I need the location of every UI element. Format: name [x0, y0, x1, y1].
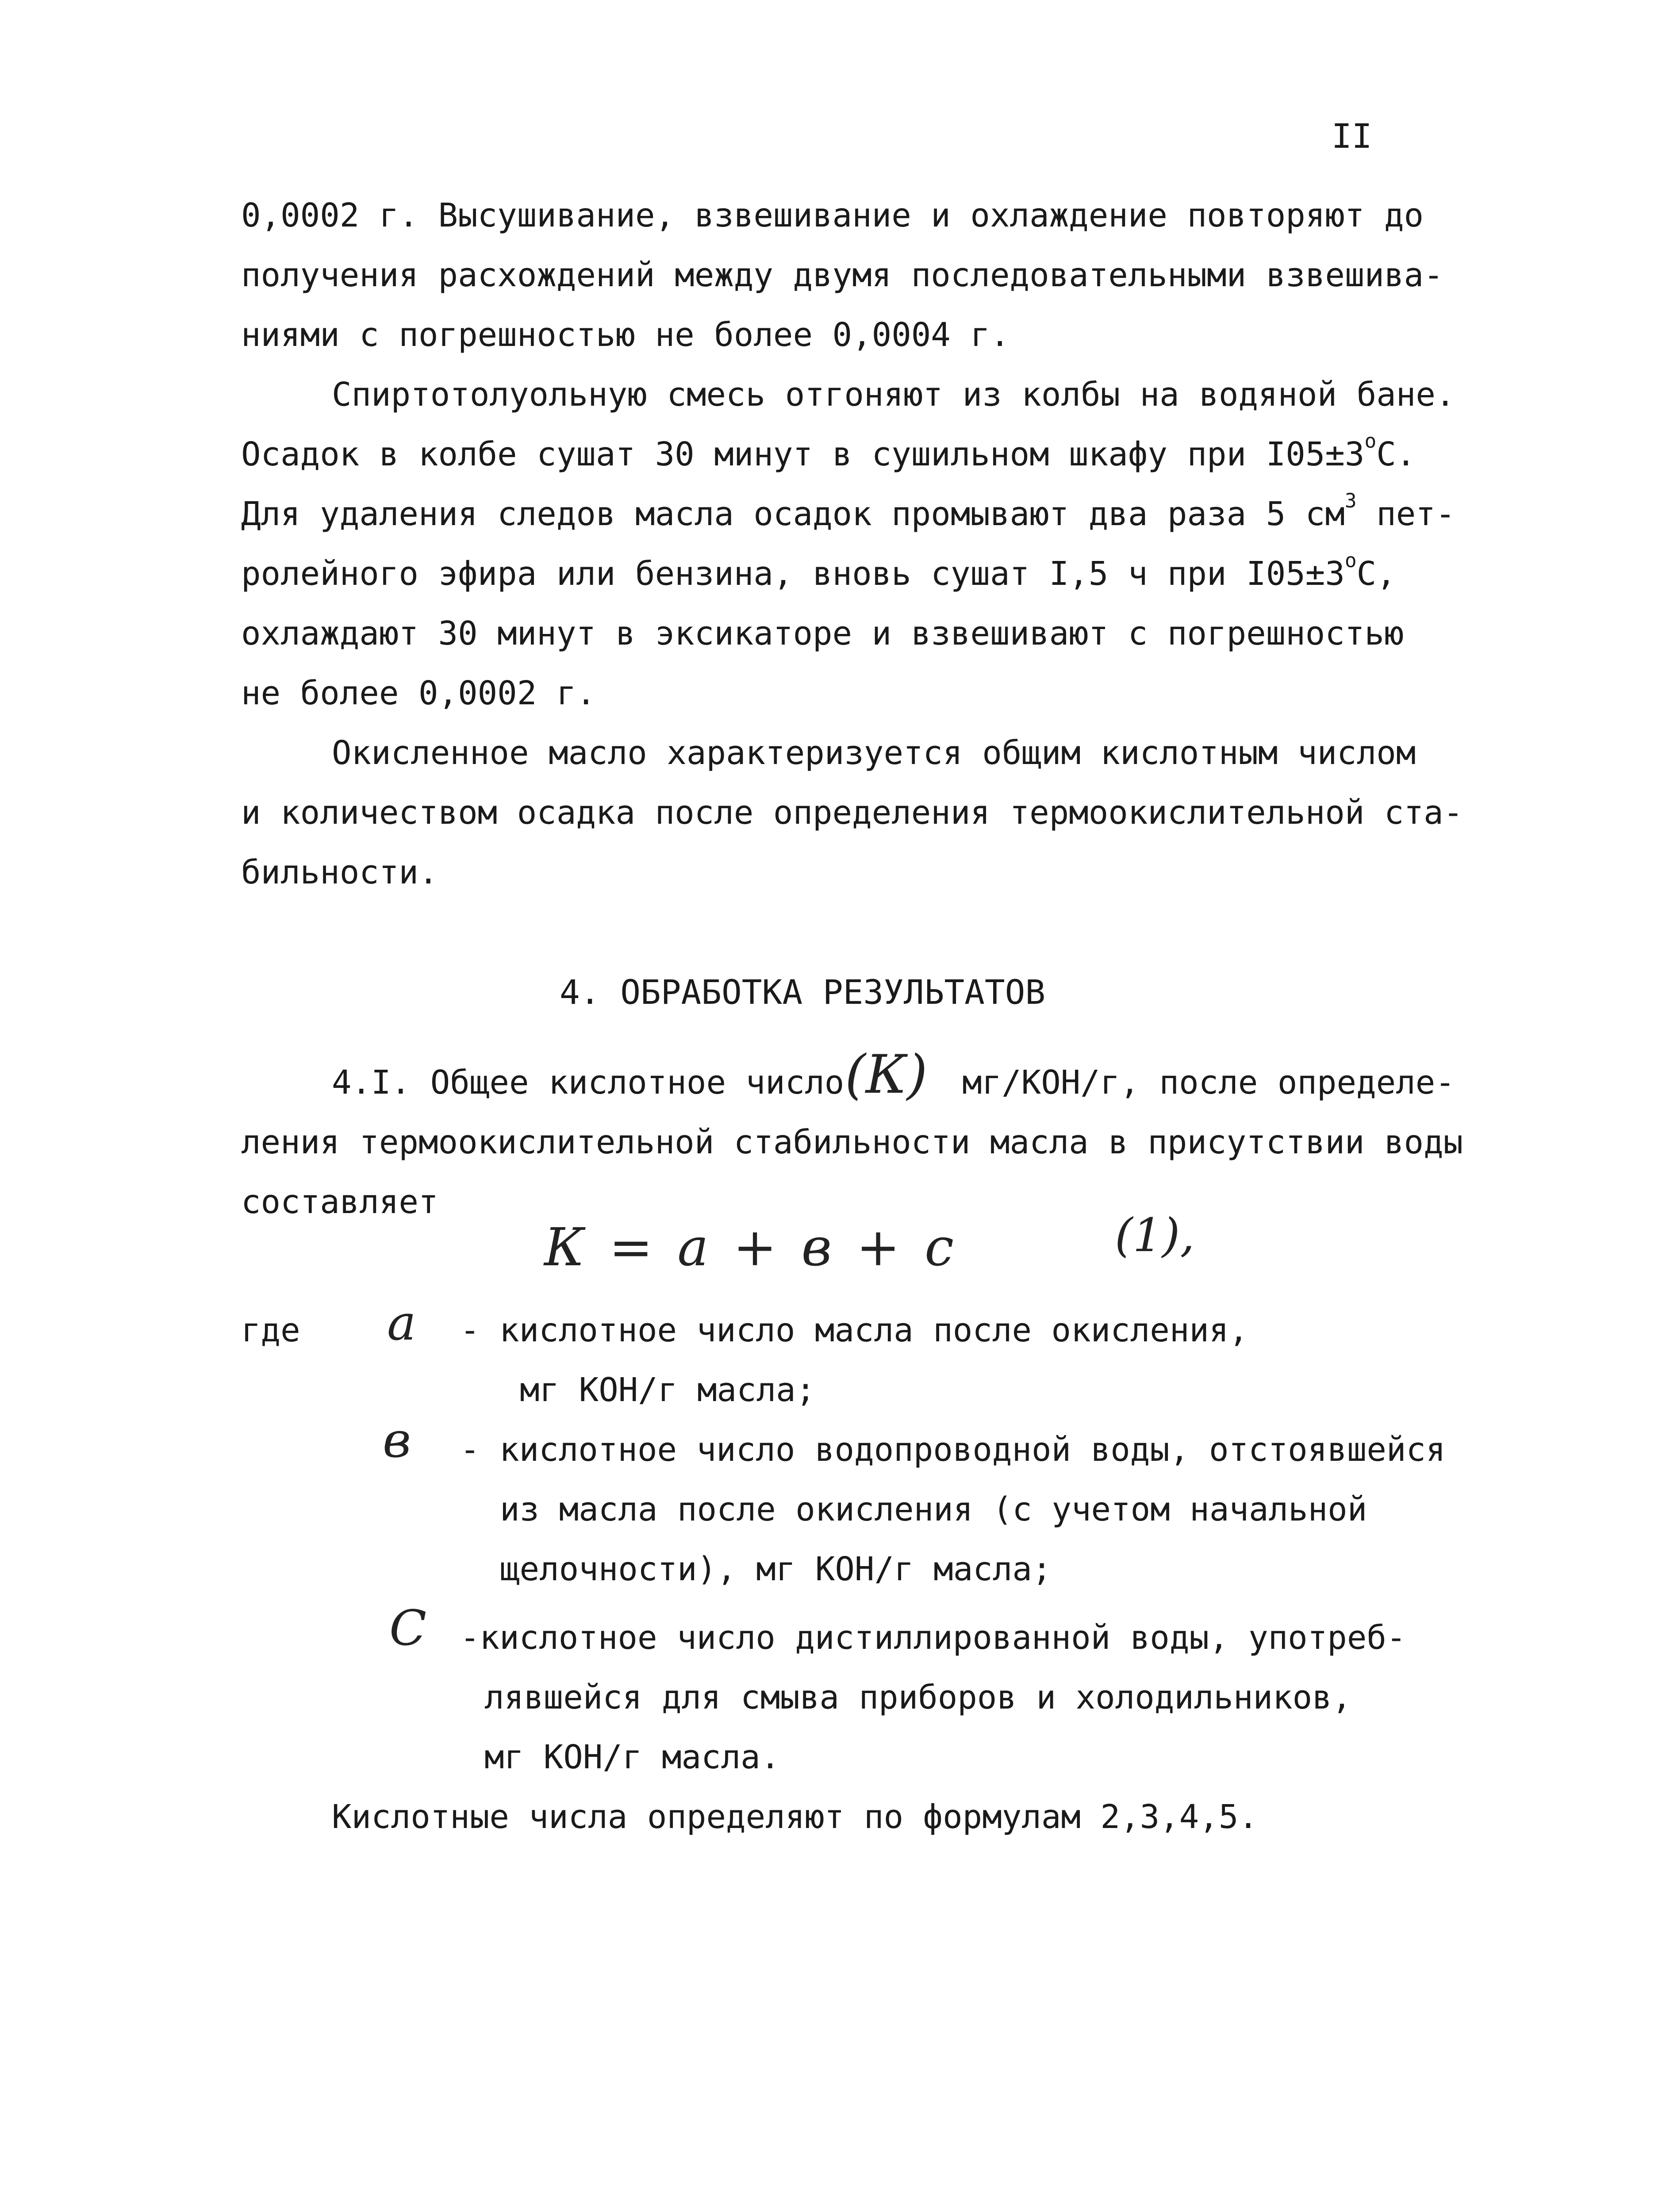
closing-line: Кислотные числа определяют по формулам 2,3,4,5.: [332, 1798, 1258, 1836]
paragraph-line: Осадок в колбе сушат 30 минут в сушильном шкафу при $I05\pm 3^оС$.: [241, 430, 1416, 473]
page-number: II: [1332, 116, 1372, 156]
where-label: где: [241, 1311, 300, 1349]
paragraph-line: ниями с погрешностью не более 0,0004 г.: [241, 316, 1010, 354]
definition-line: лявшейся для смыва приборов и холодильников,: [484, 1678, 1352, 1717]
section-heading: 4. ОБРАБОТКА РЕЗУЛЬТАТОВ: [560, 972, 1046, 1012]
definition-line: -кислотное число дистиллированной воды, употреб-: [460, 1619, 1406, 1657]
paragraph-line: Окисленное масло характеризуется общим кислотным числом: [332, 734, 1416, 772]
paragraph-line: ролейного эфира или бензина, вновь сушат I,5 ч при $I05\pm 3^оС$,: [241, 549, 1396, 593]
formula-number: (1),: [1115, 1208, 1195, 1262]
definition-line: мг КОН/г масла;: [520, 1371, 816, 1409]
definition-line: из масла после окисления (с учетом начальной: [500, 1490, 1367, 1528]
paragraph-line: и количеством осадка после определения термоокислительной ста-: [241, 794, 1463, 832]
symbol-a: а: [387, 1294, 416, 1351]
paragraph-line: Для удаления следов масла осадок промывают два раза 5 $см^3$ пет-: [241, 490, 1455, 533]
definition-line: мг КОН/г масла.: [484, 1738, 780, 1776]
section-line: ления термоокислительной стабильности масла в присутствии воды: [241, 1123, 1463, 1161]
paragraph-line: бильности.: [241, 853, 438, 891]
definition-line: - кислотное число водопроводной воды, отстоявшейся: [460, 1431, 1446, 1469]
section-line: мг/КОН/г, после определе-: [962, 1064, 1455, 1102]
definition-line: - кислотное число масла после окисления,: [460, 1311, 1249, 1349]
definition-line: щелочности), мг КОН/г масла;: [500, 1550, 1052, 1588]
formula-expression: К = а + в + с: [544, 1217, 954, 1278]
section-line: 4.I. Общее кислотное число: [332, 1064, 845, 1102]
handwritten-symbol-k: (К): [845, 1044, 928, 1106]
paragraph-line: получения расхождений между двумя последовательными взвешива-: [241, 256, 1443, 294]
symbol-v: в: [383, 1412, 411, 1468]
paragraph-line: не более 0,0002 г.: [241, 674, 596, 712]
paragraph-line: Спиртотолуольную смесь отгоняют из колбы на водяной бане.: [332, 376, 1455, 414]
paragraph-line: 0,0002 г. Высушивание, взвешивание и охлаждение повторяют до: [241, 196, 1424, 234]
symbol-c: С: [389, 1600, 427, 1656]
section-line: составляет: [241, 1183, 438, 1221]
paragraph-line: охлаждают 30 минут в эксикаторе и взвешивают с погрешностью: [241, 614, 1404, 653]
